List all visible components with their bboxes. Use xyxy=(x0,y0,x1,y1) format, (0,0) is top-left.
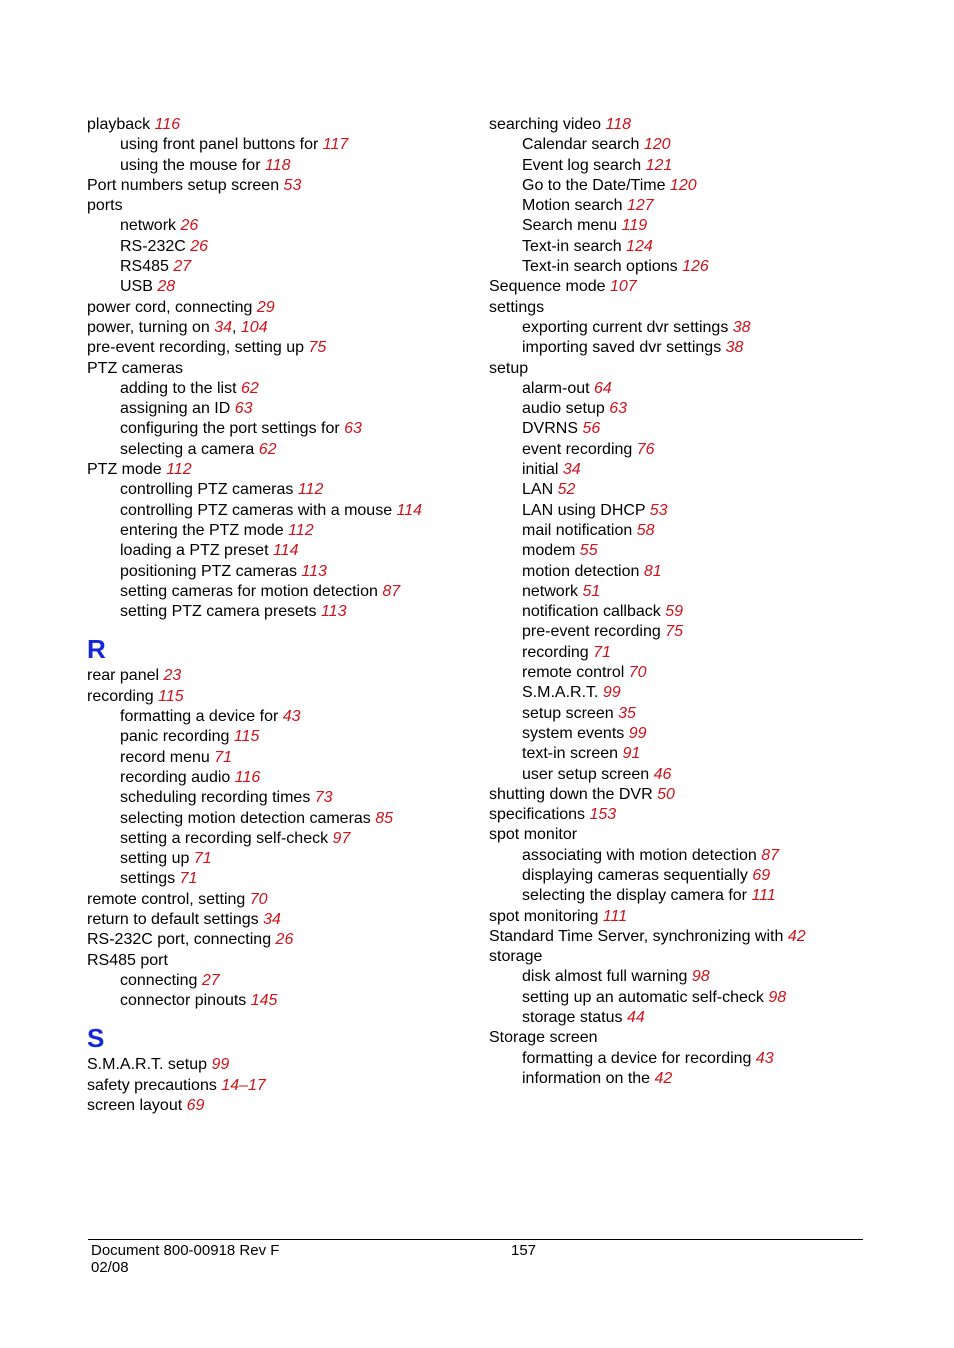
index-term: scheduling recording times xyxy=(120,789,315,807)
page-reference-link[interactable]: 75 xyxy=(308,339,327,357)
page-reference-link[interactable]: 69 xyxy=(186,1097,205,1115)
index-subentry xyxy=(87,748,477,768)
index-subentry xyxy=(489,196,909,216)
index-subentry xyxy=(87,727,477,747)
page-reference-link[interactable]: 71 xyxy=(214,748,233,766)
page-reference-link[interactable]: 126 xyxy=(682,258,709,276)
index-subentry xyxy=(87,399,477,419)
index-term: PTZ cameras xyxy=(87,359,184,377)
page-reference-link[interactable]: 63 xyxy=(344,420,362,438)
index-term: modem xyxy=(522,542,580,560)
page-reference-link[interactable]: 119 xyxy=(621,217,648,235)
index-subentry xyxy=(489,460,909,480)
index-entry xyxy=(87,318,477,338)
index-subentry xyxy=(489,541,909,561)
page-reference-link[interactable]: 107 xyxy=(609,278,637,296)
section-letter-r: R xyxy=(87,634,106,665)
page-reference-link[interactable]: 145 xyxy=(250,992,278,1010)
index-term: storage status xyxy=(522,1009,627,1027)
index-term: loading a PTZ preset xyxy=(120,542,273,560)
page-reference-link[interactable]: 115 xyxy=(233,728,260,746)
index-subentry xyxy=(87,237,477,257)
index-subentry xyxy=(489,1049,909,1069)
index-subentry xyxy=(87,829,477,849)
index-term: recording audio xyxy=(120,768,235,786)
index-subentry xyxy=(87,582,477,602)
index-subentry xyxy=(87,379,477,399)
page-reference-link[interactable]: 87 xyxy=(382,582,401,600)
page-reference-link[interactable]: 99 xyxy=(211,1056,230,1074)
index-entry xyxy=(87,687,477,707)
index-subentry xyxy=(489,135,909,155)
index-term: USB xyxy=(120,278,158,296)
page-reference-link[interactable]: 120 xyxy=(669,176,697,194)
page-reference-link[interactable]: 59 xyxy=(665,603,683,621)
index-term: Storage screen xyxy=(489,1029,598,1047)
index-term: network xyxy=(522,582,583,600)
page-reference-link[interactable]: 50 xyxy=(657,785,675,803)
index-term: controlling PTZ cameras xyxy=(120,481,298,499)
page-reference-link[interactable]: 69 xyxy=(752,866,771,884)
index-subentry xyxy=(489,480,909,500)
index-term: specifications xyxy=(489,806,590,824)
index-subentry xyxy=(87,971,477,991)
page-reference-link[interactable]: 26 xyxy=(180,217,199,235)
page-reference-link[interactable]: 73 xyxy=(314,789,333,807)
page-reference-link[interactable]: 71 xyxy=(193,850,212,868)
page-reference-link[interactable]: 63 xyxy=(234,400,253,418)
index-subentry xyxy=(489,988,909,1008)
index-subentry xyxy=(489,501,909,521)
page-reference-link[interactable]: 62 xyxy=(258,440,277,458)
page-reference-link[interactable]: 113 xyxy=(301,562,327,580)
index-subentry xyxy=(87,277,477,297)
page-reference-link[interactable]: 35 xyxy=(618,704,636,722)
index-entry xyxy=(489,927,909,947)
index-subentry xyxy=(489,237,909,257)
page-reference-link[interactable]: 112 xyxy=(297,481,324,499)
page-reference-link[interactable]: 81 xyxy=(643,562,662,580)
index-term: rear panel xyxy=(87,667,164,685)
index-term: RS-232C port, connecting xyxy=(87,931,276,949)
index-entry xyxy=(489,907,909,927)
index-term: Sequence mode xyxy=(489,278,610,296)
index-term: searching video xyxy=(489,116,606,133)
index-subentry xyxy=(87,135,477,155)
index-term: setup screen xyxy=(522,704,619,722)
index-subentry xyxy=(87,216,477,236)
index-entry xyxy=(87,930,477,950)
page-reference-link[interactable]: 51 xyxy=(582,582,601,600)
index-term: assigning an ID xyxy=(120,400,235,418)
index-entry xyxy=(87,1096,477,1116)
index-term: pre-event recording xyxy=(522,623,666,641)
page-reference-link[interactable]: 116 xyxy=(154,116,181,133)
index-term: selecting motion detection cameras xyxy=(120,809,376,827)
index-term: text-in screen xyxy=(522,745,623,763)
index-subentry xyxy=(489,156,909,176)
index-term: selecting the display camera for xyxy=(522,887,752,905)
page-reference-link[interactable]: 120 xyxy=(643,136,671,154)
index-entry xyxy=(87,1076,477,1096)
page-reference-link[interactable]: 111 xyxy=(602,907,628,925)
index-column-left xyxy=(87,115,477,1116)
index-entry xyxy=(489,359,909,379)
index-entry xyxy=(489,277,909,297)
index-term: initial xyxy=(522,461,563,479)
page-reference-link[interactable]: 112 xyxy=(288,521,314,539)
index-term: connecting xyxy=(120,971,202,989)
page-reference-separator: , xyxy=(232,318,241,336)
page-reference-link[interactable]: 118 xyxy=(605,116,632,133)
index-subentry xyxy=(489,419,909,439)
page-reference-link[interactable]: 29 xyxy=(256,298,275,316)
index-term: positioning PTZ cameras xyxy=(120,562,302,580)
page-reference-link[interactable]: 63 xyxy=(609,400,627,418)
index-entry xyxy=(489,1028,909,1048)
index-term: PTZ mode xyxy=(87,461,167,479)
page-reference-link[interactable]: 42 xyxy=(787,927,806,945)
index-subentry xyxy=(489,521,909,541)
index-term: Text-in search xyxy=(522,237,627,255)
index-subentry xyxy=(87,480,477,500)
page-reference-link[interactable]: 70 xyxy=(249,890,268,908)
footer-rule xyxy=(88,1239,863,1240)
page-reference-link[interactable]: 52 xyxy=(557,481,576,499)
index-term: Calendar search xyxy=(522,136,644,154)
index-term: DVRNS xyxy=(522,420,583,438)
index-term: S.M.A.R.T. xyxy=(522,684,603,702)
index-subentry xyxy=(489,1008,909,1028)
footer-page-number: 157 xyxy=(511,1242,537,1259)
page-reference-link[interactable]: 97 xyxy=(332,829,351,847)
index-term: setting a recording self-check xyxy=(120,829,333,847)
footer-document-id: Document 800-00918 Rev F xyxy=(91,1242,280,1259)
index-term: settings xyxy=(120,870,180,888)
page-reference-link[interactable]: 42 xyxy=(654,1069,673,1087)
index-subentry xyxy=(87,869,477,889)
page-reference-link[interactable]: 44 xyxy=(626,1009,645,1027)
index-subentry xyxy=(489,704,909,724)
index-entry xyxy=(87,338,477,358)
index-term: using the mouse for xyxy=(120,156,265,174)
index-subentry xyxy=(489,216,909,236)
page-reference-link[interactable]: 34 xyxy=(214,318,232,336)
page-reference-link[interactable]: 87 xyxy=(761,846,780,864)
page-reference-link[interactable]: 38 xyxy=(725,339,744,357)
index-term: audio setup xyxy=(522,400,610,418)
index-term: Search menu xyxy=(522,217,622,235)
index-term: power, turning on xyxy=(87,318,215,336)
index-term: controlling PTZ cameras with a mouse xyxy=(120,501,397,519)
page-reference-link[interactable]: 85 xyxy=(375,809,394,827)
index-subentry xyxy=(87,602,477,622)
index-subentry xyxy=(87,849,477,869)
index-subentry xyxy=(87,521,477,541)
index-subentry xyxy=(87,541,477,561)
index-term: pre-event recording, setting up xyxy=(87,339,309,357)
index-entry xyxy=(87,460,477,480)
index-term: motion detection xyxy=(522,562,644,580)
index-subentry xyxy=(489,663,909,683)
index-entry xyxy=(489,825,909,845)
index-term: Event log search xyxy=(522,156,646,174)
index-subentry xyxy=(87,768,477,788)
index-term: recording xyxy=(87,687,159,705)
page-reference-link[interactable]: 28 xyxy=(157,278,176,296)
index-subentry xyxy=(87,788,477,808)
page-reference-link[interactable]: 98 xyxy=(768,988,787,1006)
index-term: ports xyxy=(87,197,123,215)
page-reference-link[interactable]: 71 xyxy=(179,870,198,888)
index-term: setup xyxy=(489,359,529,377)
index-term: RS-232C xyxy=(120,237,191,255)
page-reference-link[interactable]: 99 xyxy=(602,684,621,702)
index-subentry xyxy=(489,379,909,399)
index-subentry xyxy=(489,582,909,602)
index-term: system events xyxy=(522,724,629,742)
index-subentry xyxy=(489,846,909,866)
page-reference-link[interactable]: 117 xyxy=(322,136,349,154)
index-term: formatting a device for xyxy=(120,708,283,726)
index-subentry xyxy=(489,1069,909,1089)
page-reference-link[interactable]: 99 xyxy=(628,724,647,742)
index-term: associating with motion detection xyxy=(522,846,762,864)
page-reference-link[interactable]: 34 xyxy=(562,461,581,479)
index-term: S.M.A.R.T. setup xyxy=(87,1056,212,1074)
page-reference-link[interactable]: 26 xyxy=(275,931,294,949)
page-reference-link[interactable]: 53 xyxy=(649,501,668,519)
index-term: Text-in search options xyxy=(522,258,683,276)
index-subentry xyxy=(489,765,909,785)
page-reference-link[interactable]: 55 xyxy=(579,542,598,560)
index-entry xyxy=(87,176,477,196)
page-reference-link[interactable]: 98 xyxy=(691,968,710,986)
page-reference-link[interactable]: 43 xyxy=(755,1049,774,1067)
index-term: spot monitoring xyxy=(489,907,603,925)
index-term: mail notification xyxy=(522,521,637,539)
index-term: return to default settings xyxy=(87,910,264,928)
index-entry xyxy=(87,196,477,216)
index-subentry xyxy=(489,967,909,987)
index-term: formatting a device for recording xyxy=(522,1049,756,1067)
page-reference-link[interactable]: 124 xyxy=(626,237,653,255)
index-subentry xyxy=(87,419,477,439)
page-reference-link[interactable]: 70 xyxy=(628,664,647,682)
index-term: information on the xyxy=(522,1069,655,1087)
index-subentry xyxy=(489,866,909,886)
page-reference-link[interactable]: 23 xyxy=(163,667,182,685)
page-reference-link[interactable]: 34 xyxy=(263,910,281,928)
page-reference-link[interactable]: 127 xyxy=(626,197,654,215)
index-subentry xyxy=(87,991,477,1011)
page-reference-link[interactable]: 114 xyxy=(272,542,299,560)
index-term: using front panel buttons for xyxy=(120,136,323,154)
index-term: network xyxy=(120,217,181,235)
index-term: importing saved dvr settings xyxy=(522,339,726,357)
page-reference-link[interactable]: 43 xyxy=(282,708,301,726)
page-reference-link[interactable]: 114 xyxy=(396,501,423,519)
index-column-right xyxy=(489,115,909,1089)
index-entry xyxy=(87,298,477,318)
page-reference-link[interactable]: 71 xyxy=(593,643,611,661)
index-term: power cord, connecting xyxy=(87,298,257,316)
index-subentry xyxy=(87,562,477,582)
index-entry xyxy=(489,298,909,318)
page-reference-link[interactable]: 75 xyxy=(665,623,683,641)
index-term: configuring the port settings for xyxy=(120,420,345,438)
page-reference-link[interactable]: 104 xyxy=(240,318,268,336)
index-subentry xyxy=(489,643,909,663)
footer-date: 02/08 xyxy=(91,1259,129,1276)
page-reference-link[interactable]: 153 xyxy=(589,806,617,824)
index-term: user setup screen xyxy=(522,765,654,783)
index-term: record menu xyxy=(120,748,215,766)
index-term: adding to the list xyxy=(120,379,241,397)
page-reference-link[interactable]: 14–17 xyxy=(221,1076,266,1094)
page-reference-link[interactable]: 46 xyxy=(653,765,672,783)
index-entry xyxy=(489,947,909,967)
index-entry xyxy=(489,805,909,825)
index-term: entering the PTZ mode xyxy=(120,521,289,539)
index-subentry xyxy=(489,440,909,460)
page-reference-link[interactable]: 116 xyxy=(234,768,261,786)
index-term: exporting current dvr settings xyxy=(522,318,733,336)
index-subentry xyxy=(489,683,909,703)
index-term: remote control xyxy=(522,664,629,682)
index-term: LAN xyxy=(522,481,558,499)
index-entry xyxy=(87,666,477,686)
index-term: screen layout xyxy=(87,1097,187,1115)
index-subentry xyxy=(489,622,909,642)
index-subentry xyxy=(87,156,477,176)
index-subentry xyxy=(489,744,909,764)
page-reference-link[interactable]: 118 xyxy=(264,156,291,174)
index-term: selecting a camera xyxy=(120,440,259,458)
index-subentry xyxy=(87,501,477,521)
index-term: remote control, setting xyxy=(87,890,250,908)
index-term: playback xyxy=(87,116,155,133)
page-reference-link[interactable]: 56 xyxy=(582,420,601,438)
index-entry xyxy=(87,359,477,379)
page-reference-link[interactable]: 115 xyxy=(158,687,184,705)
index-subentry xyxy=(489,562,909,582)
index-entry xyxy=(489,785,909,805)
index-term: setting cameras for motion detection xyxy=(120,582,383,600)
index-term: recording xyxy=(522,643,594,661)
page-reference-link[interactable]: 111 xyxy=(751,887,776,905)
index-subentry xyxy=(489,399,909,419)
index-subentry xyxy=(489,602,909,622)
index-subentry xyxy=(489,724,909,744)
index-term: spot monitor xyxy=(489,826,578,844)
page-reference-link[interactable]: 121 xyxy=(645,156,673,174)
index-term: alarm-out xyxy=(522,379,595,397)
page-reference-link[interactable]: 76 xyxy=(636,440,655,458)
index-term: Port numbers setup screen xyxy=(87,176,284,194)
page-reference-link[interactable]: 27 xyxy=(173,258,192,276)
index-term: notification callback xyxy=(522,603,666,621)
index-subentry xyxy=(489,318,909,338)
index-term: shutting down the DVR xyxy=(489,785,658,803)
index-subentry xyxy=(489,886,909,906)
index-term: setting up an automatic self-check xyxy=(522,988,769,1006)
section-letter-s: S xyxy=(87,1023,105,1054)
page-reference-link[interactable]: 113 xyxy=(320,603,347,621)
page-reference-link[interactable]: 53 xyxy=(283,176,302,194)
page-reference-link[interactable]: 62 xyxy=(240,379,259,397)
index-term: connector pinouts xyxy=(120,992,251,1010)
index-term: setting up xyxy=(120,850,194,868)
index-term: safety precautions xyxy=(87,1076,222,1094)
page-reference-link[interactable]: 64 xyxy=(594,379,612,397)
index-subentry xyxy=(87,707,477,727)
index-term: Go to the Date/Time xyxy=(522,176,670,194)
index-term: LAN using DHCP xyxy=(522,501,650,519)
page-reference-link[interactable]: 58 xyxy=(636,521,655,539)
index-subentry xyxy=(87,440,477,460)
index-subentry xyxy=(87,257,477,277)
index-subentry xyxy=(489,257,909,277)
page-reference-link[interactable]: 27 xyxy=(201,971,220,989)
index-term: RS485 port xyxy=(87,951,168,969)
index-entry xyxy=(489,115,909,135)
page-reference-link[interactable]: 26 xyxy=(190,237,209,255)
index-subentry xyxy=(489,176,909,196)
index-term: disk almost full warning xyxy=(522,968,692,986)
index-entry xyxy=(87,1055,477,1075)
index-term: Motion search xyxy=(522,197,627,215)
index-term: setting PTZ camera presets xyxy=(120,603,321,621)
index-entry xyxy=(87,951,477,971)
index-term: Standard Time Server, synchronizing with xyxy=(489,927,788,945)
index-entry xyxy=(87,910,477,930)
index-term: storage xyxy=(489,948,543,966)
index-term: RS485 xyxy=(120,258,174,276)
page-reference-link[interactable]: 91 xyxy=(622,745,641,763)
index-term: settings xyxy=(489,298,545,316)
index-subentry xyxy=(489,338,909,358)
index-entry xyxy=(87,115,477,135)
index-entry xyxy=(87,890,477,910)
page-reference-link[interactable]: 38 xyxy=(732,318,751,336)
index-term: panic recording xyxy=(120,728,234,746)
index-subentry xyxy=(87,809,477,829)
index-term: displaying cameras sequentially xyxy=(522,866,753,884)
index-term: event recording xyxy=(522,440,637,458)
page-reference-link[interactable]: 112 xyxy=(166,461,192,479)
